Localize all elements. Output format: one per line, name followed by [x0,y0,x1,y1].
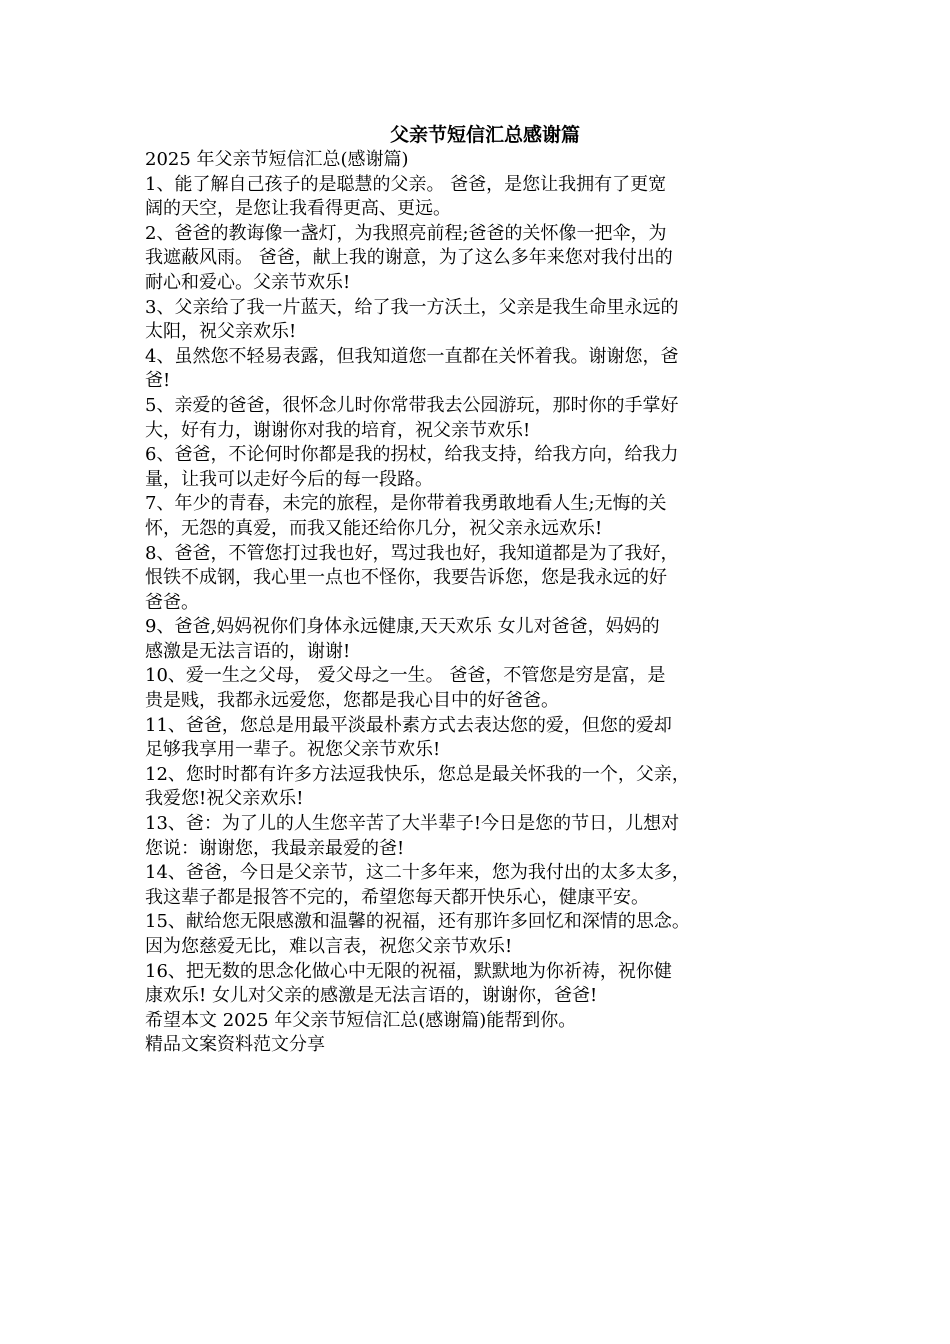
text-line: 康欢乐! 女儿对父亲的感激是无法言语的，谢谢你，爸爸! [145,985,598,1007]
text-line: 我爱您!祝父亲欢乐! [145,788,304,810]
text-line: 14、爸爸，今日是父亲节，这二十多年来，您为我付出的太多太多， [145,862,690,884]
text-line: 2、爸爸的教诲像一盏灯，为我照亮前程;爸爸的关怀像一把伞，为 [145,222,667,244]
text-line: 5、亲爱的爸爸，很怀念儿时你常带我去公园游玩，那时你的手掌好 [145,394,679,416]
text-line: 爸! [145,370,171,392]
text-line: 9、爸爸,妈妈祝你们身体永远健康,天天欢乐 女儿对爸爸，妈妈的 [145,616,660,638]
text-line: 15、献给您无限感激和温馨的祝福，还有那许多回忆和深情的思念。 [145,911,690,933]
text-line: 怀，无怨的真爱，而我又能还给你几分，祝父亲永远欢乐! [145,517,603,539]
text-line: 10、爱一生之父母， 爱父母之一生。 爸爸，不管您是穷是富，是 [145,665,666,687]
text-line: 4、虽然您不轻易表露，但我知道您一直都在关怀着我。谢谢您，爸 [145,345,679,367]
text-line: 2025 年父亲节短信汇总(感谢篇) [145,149,409,170]
text-line: 1、能了解自己孩子的是聪慧的父亲。 爸爸，是您让我拥有了更宽 [145,173,667,195]
text-line: 7、年少的青春，未完的旅程，是你带着我勇敢地看人生;无悔的关 [145,493,667,515]
text-line: 太阳，祝父亲欢乐! [145,321,297,343]
text-line: 希望本文 2025 年父亲节短信汇总(感谢篇)能帮到你。 [145,1009,577,1031]
text-line: 3、父亲给了我一片蓝天，给了我一方沃土，父亲是我生命里永远的 [145,296,679,318]
text-line: 11、爸爸，您总是用最平淡最朴素方式去表达您的爱，但您的爱却 [145,714,672,736]
document-page [145,122,805,1058]
text-line: 感激是无法言语的，谢谢! [145,640,351,662]
text-line: 耐心和爱心。父亲节欢乐! [145,271,351,293]
text-line: 13、爸：为了儿的人生您辛苦了大半辈子!今日是您的节日，儿想对 [145,813,680,835]
document-body [145,148,805,1058]
text-line: 足够我享用一辈子。祝您父亲节欢乐! [145,739,441,761]
text-line: 大，好有力，谢谢你对我的培育，祝父亲节欢乐! [145,419,531,441]
text-line: 您说：谢谢您，我最亲最爱的爸! [145,837,405,859]
text-line: 恨铁不成钢，我心里一点也不怪你，我要告诉您，您是我永远的好 [145,567,667,589]
text-line: 贵是贱，我都永远爱您，您都是我心目中的好爸爸。 [145,690,559,712]
text-line: 爸爸。 [145,591,199,613]
text-line: 我这辈子都是报答不完的，希望您每天都开快乐心，健康平安。 [145,886,649,908]
text-line: 精品文案资料范文分享 [145,1034,325,1056]
text-line: 6、爸爸，不论何时你都是我的拐杖，给我支持，给我方向，给我力 [145,444,679,466]
text-line: 16、把无数的思念化做心中无限的祝福，默默地为你祈祷，祝你健 [145,960,672,982]
text-line: 阔的天空，是您让我看得更高、更远。 [145,198,451,220]
text-line: 8、爸爸，不管您打过我也好，骂过我也好，我知道都是为了我好， [145,542,679,564]
text-line: 因为您慈爱无比，难以言表，祝您父亲节欢乐! [145,936,513,957]
text-line: 量，让我可以走好今后的每一段路。 [145,468,433,490]
text-line: 12、您时时都有许多方法逗我快乐，您总是最关怀我的一个，父亲， [145,763,690,785]
document-title: 父亲节短信汇总感谢篇 [389,124,580,146]
text-line: 我遮蔽风雨。 爸爸，献上我的谢意，为了这么多年来您对我付出的 [145,247,673,269]
